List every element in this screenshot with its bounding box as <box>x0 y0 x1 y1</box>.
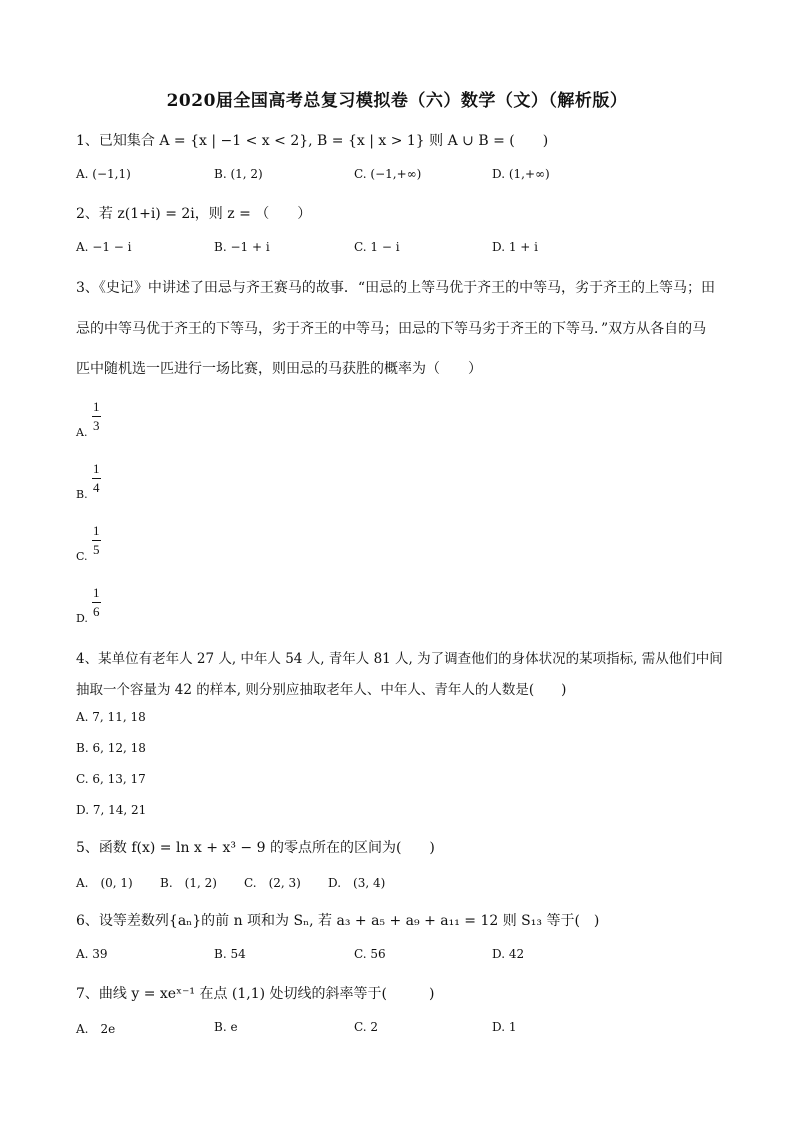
q3-line-1: 3、《史记》中讲述了田忌与齐王赛马的故事．“田忌的上等马优于齐王的中等马，劣于齐王的上等马；田 <box>76 280 716 296</box>
q3-option-c-fraction <box>92 522 101 559</box>
q1-option-c: C. (−1,+∞) <box>354 167 422 181</box>
q6-option-c: C. 56 <box>354 947 386 961</box>
q7-option-d: D. 1 <box>492 1020 517 1034</box>
q3-option-b-denominator: 4 <box>93 480 100 495</box>
q3-option-d-denominator: 6 <box>93 604 100 619</box>
q2-option-b: B. −1 + i <box>214 240 270 254</box>
q3-line-2: 忌的中等马优于齐王的下等马，劣于齐王的中等马；田忌的下等马劣于齐王的下等马．”双方从各自的马 <box>76 321 707 337</box>
q5-option-c: C. (2, 3) <box>244 876 301 890</box>
q7-option-b: B. e <box>214 1020 238 1034</box>
q1-option-b: B. (1, 2) <box>214 167 263 181</box>
q6-option-a: A. 39 <box>76 947 108 961</box>
q1-stem: 1、已知集合 A = {x | −1 < x < 2}, B = {x | x > 1} 则 A ∪ B = ( ) <box>76 133 549 149</box>
q3-option-d-label: D. <box>76 612 88 625</box>
q3-option-c-denominator: 5 <box>93 542 100 557</box>
q5-stem: 5、函数 f(x) = ln x + x³ − 9 的零点所在的区间为( ) <box>76 840 435 856</box>
q4-line-1: 4、某单位有老年人 27 人, 中年人 54 人, 青年人 81 人, 为了调查他们的身体状况的某项指标, 需从他们中间 <box>76 651 723 667</box>
q3-option-b-label: B. <box>76 488 88 501</box>
q2-option-c: C. 1 − i <box>354 240 400 254</box>
q3-option-a-numerator: 1 <box>92 398 101 417</box>
q3-option-d-numerator: 1 <box>92 584 101 603</box>
q3-option-d-fraction <box>92 584 101 621</box>
q3-line-3: 匹中随机选一匹进行一场比赛，则田忌的马获胜的概率为（ ） <box>76 361 482 377</box>
q6-option-b: B. 54 <box>214 947 246 961</box>
q3-option-b-fraction <box>92 460 101 497</box>
q3-option-a-denominator: 3 <box>93 418 100 433</box>
q5-option-a: A. (0, 1) <box>76 876 133 890</box>
q6-stem: 6、设等差数列{aₙ}的前 n 项和为 Sₙ, 若 a₃ + a₅ + a₉ + a₁₁ = 12 则 S₁₃ 等于( ) <box>76 913 600 929</box>
q1-option-a: A. (−1,1) <box>76 167 131 181</box>
q7-stem: 7、曲线 y = xeˣ⁻¹ 在点 (1,1) 处切线的斜率等于( ) <box>76 986 435 1002</box>
q7-option-c: C. 2 <box>354 1020 379 1034</box>
q7-option-a: A. 2e <box>76 1022 116 1036</box>
page-title: 2020届全国高考总复习模拟卷（六）数学（文）（解析版） <box>166 91 628 111</box>
q2-stem: 2、若 z(1+i) = 2i，则 z = （ ） <box>76 206 312 222</box>
q4-option-b: B. 6, 12, 18 <box>76 741 146 755</box>
q4-option-d: D. 7, 14, 21 <box>76 803 147 817</box>
q5-option-d: D. (3, 4) <box>328 876 386 890</box>
q4-option-c: C. 6, 13, 17 <box>76 772 146 786</box>
q4-option-a: A. 7, 11, 18 <box>76 710 146 724</box>
q3-option-c-numerator: 1 <box>92 522 101 541</box>
q3-option-c-label: C. <box>76 550 88 563</box>
q2-option-d: D. 1 + i <box>492 240 538 254</box>
q6-option-d: D. 42 <box>492 947 525 961</box>
q5-option-b: B. (1, 2) <box>160 876 217 890</box>
q3-option-b-numerator: 1 <box>92 460 101 479</box>
q4-line-2: 抽取一个容量为 42 的样本, 则分别应抽取老年人、中年人、青年人的人数是( ) <box>76 682 567 698</box>
q2-option-a: A. −1 − i <box>76 240 132 254</box>
q3-option-a-label: A. <box>76 426 88 439</box>
q3-option-a-fraction <box>92 398 101 435</box>
q1-option-d: D. (1,+∞) <box>492 167 550 181</box>
